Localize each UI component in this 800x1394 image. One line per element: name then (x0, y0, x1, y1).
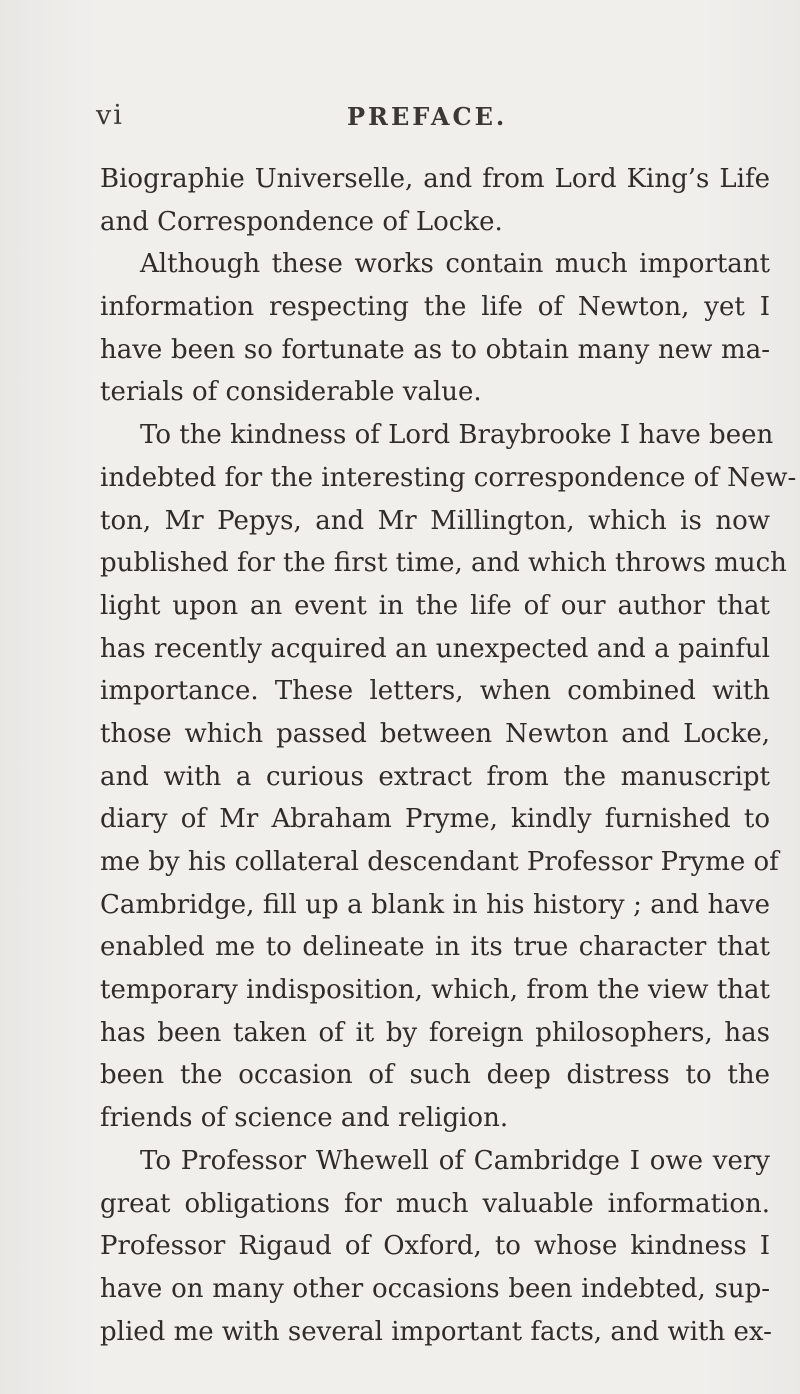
text-line: Cambridge, fill up a blank in his history ; and have (100, 889, 770, 920)
text-line: me by his collateral descendant Professor Pryme of (100, 847, 779, 877)
text-line: been the occasion of such deep distress to the (100, 1060, 770, 1091)
text-line: To the kindness of Lord Braybrooke I have been (140, 420, 774, 451)
text-line: published for the first time, and which throws much (100, 548, 787, 579)
text-line: those which passed between Newton and Locke, (100, 718, 770, 749)
text-line: ton, Mr Pepys, and Mr Millington, which is now (100, 505, 770, 536)
text-line: To Professor Whewell of Cambridge I owe very (140, 1145, 770, 1176)
text-line: great obligations for much valuable information. (100, 1188, 770, 1219)
text-line: plied me with several important facts, and with ex- (100, 1316, 772, 1347)
text-line: have on many other occasions been indebted, sup- (100, 1273, 770, 1304)
text-line: temporary indisposition, which, from the view that (100, 975, 770, 1006)
body-text (100, 158, 797, 1353)
text-line: has recently acquired an unexpected and a painful (100, 633, 770, 664)
text-line: friends of science and religion. (100, 1103, 509, 1134)
page-number: vi (96, 100, 124, 131)
text-line: Biographie Universelle, and from Lord King’s Life (100, 164, 770, 194)
text-line: light upon an event in the life of our author that (100, 590, 770, 621)
text-line: and Correspondence of Locke. (100, 206, 503, 237)
text-line: terials of considerable value. (100, 377, 482, 408)
text-line: Professor Rigaud of Oxford, to whose kindness I (100, 1231, 770, 1262)
text-line: have been so fortunate as to obtain many new ma- (100, 334, 770, 365)
text-line: has been taken of it by foreign philosophers, has (100, 1017, 770, 1048)
page-header (0, 100, 800, 140)
text-line: importance. These letters, when combined with (100, 676, 770, 707)
text-line: diary of Mr Abraham Pryme, kindly furnished to (100, 804, 770, 835)
text-line: Although these works contain much important (140, 249, 770, 280)
text-line: information respecting the life of Newton, yet I (100, 292, 770, 323)
text-line: enabled me to delineate in its true character that (100, 932, 770, 963)
text-line: indebted for the interesting correspondence of New- (100, 462, 797, 493)
running-head: PREFACE. (347, 102, 508, 131)
text-line: and with a curious extract from the manuscript (100, 761, 770, 792)
